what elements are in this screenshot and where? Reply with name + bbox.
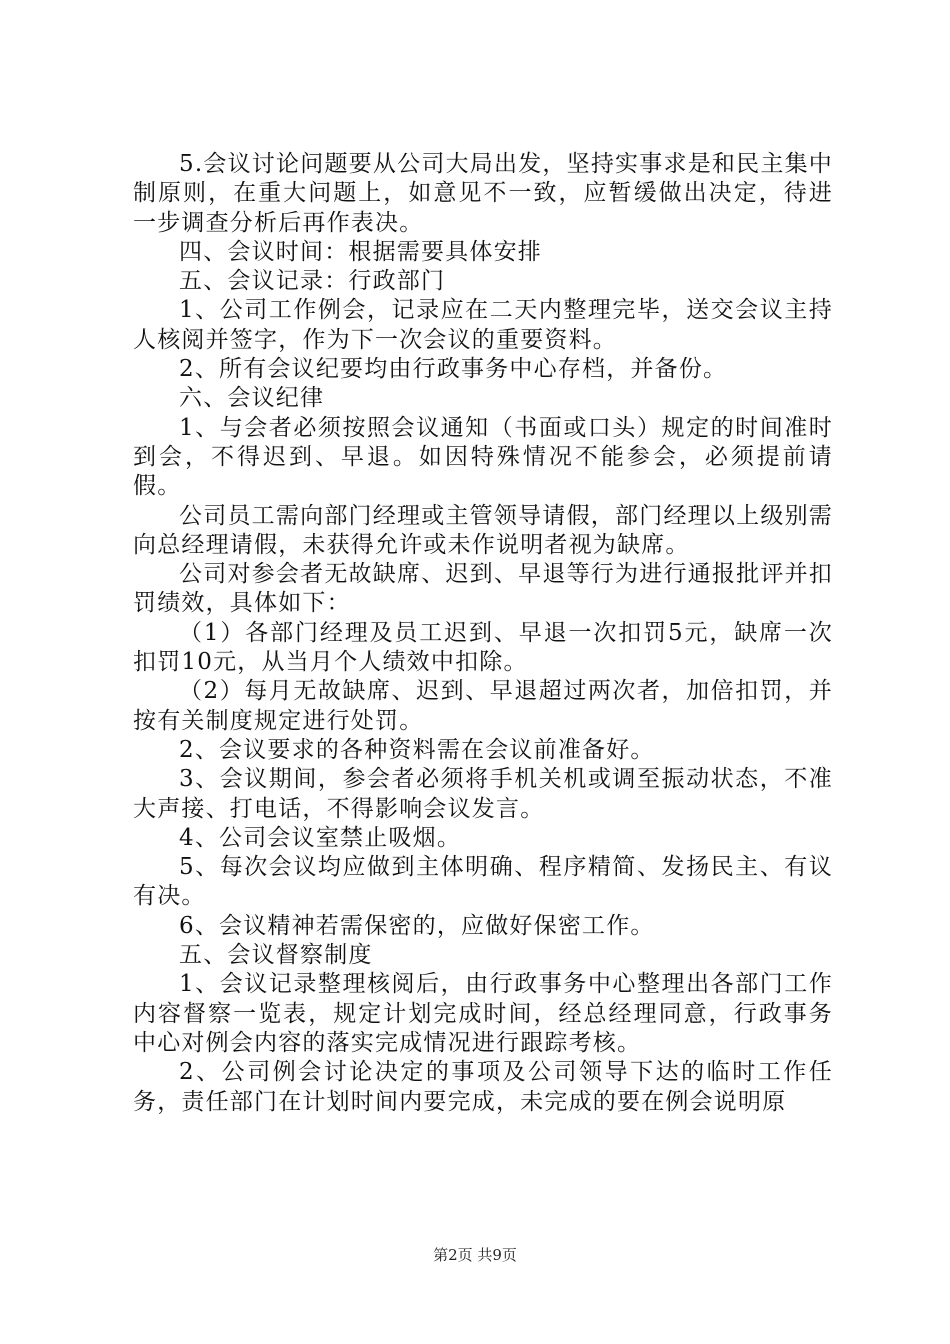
paragraph: 公司员工需向部门经理或主管领导请假，部门经理以上级别需向总经理请假，未获得允许或未作说明者视为缺席。 <box>133 502 833 558</box>
paragraph: 2、会议要求的各种资料需在会议前准备好。 <box>179 736 655 763</box>
paragraph: （1）各部门经理及员工迟到、早退一次扣罚5元，缺席一次扣罚10元，从当月个人绩效中扣除。 <box>133 619 833 676</box>
paragraph: 1、会议记录整理核阅后，由行政事务中心整理出各部门工作内容督察一览表，规定计划完成时间，经总经理同意，行政事务中心对例会内容的落实完成情况进行跟踪考核。 <box>133 971 833 1056</box>
paragraph: 四、会议时间：根据需要具体安排 <box>179 238 542 265</box>
document-body <box>133 150 833 1117</box>
paragraph: 2、公司例会讨论决定的事项及公司领导下达的临时工作任务，责任部门在计划时间内要完成，未完成的要在例会说明原 <box>133 1059 833 1115</box>
paragraph: 六、会议纪律 <box>179 385 325 412</box>
paragraph: 5、每次会议均应做到主体明确、程序精简、发扬民主、有议有决。 <box>133 854 833 910</box>
paragraph: 公司对参会者无故缺席、迟到、早退等行为进行通报批评并扣罚绩效，具体如下： <box>133 561 833 617</box>
paragraph: 五、会议记录：行政部门 <box>179 268 446 295</box>
page-number-footer: 第2页 共9页 <box>433 1246 517 1264</box>
paragraph: 3、会议期间，参会者必须将手机关机或调至振动状态，不准大声接、打电话，不得影响会议发言。 <box>133 766 833 822</box>
paragraph: 4、公司会议室禁止吸烟。 <box>179 824 462 851</box>
paragraph: 2、所有会议纪要均由行政事务中心存档，并备份。 <box>179 356 728 383</box>
paragraph: 五、会议督察制度 <box>179 942 373 969</box>
paragraph: 5.会议讨论问题要从公司大局出发，坚持实事求是和民主集中制原则，在重大问题上，如意见不一致，应暂缓做出决定，待进一步调查分析后再作表决。 <box>133 151 833 236</box>
paragraph: 1、公司工作例会，记录应在二天内整理完毕，送交会议主持人核阅并签字，作为下一次会议的重要资料。 <box>133 297 833 353</box>
paragraph: 6、会议精神若需保密的，应做好保密工作。 <box>179 912 655 939</box>
paragraph: （2）每月无故缺席、迟到、早退超过两次者，加倍扣罚，并按有关制度规定进行处罚。 <box>133 678 833 734</box>
paragraph: 1、与会者必须按照会议通知（书面或口头）规定的时间准时到会，不得迟到、早退。如因特殊情况不能参会，必须提前请假。 <box>133 414 833 500</box>
